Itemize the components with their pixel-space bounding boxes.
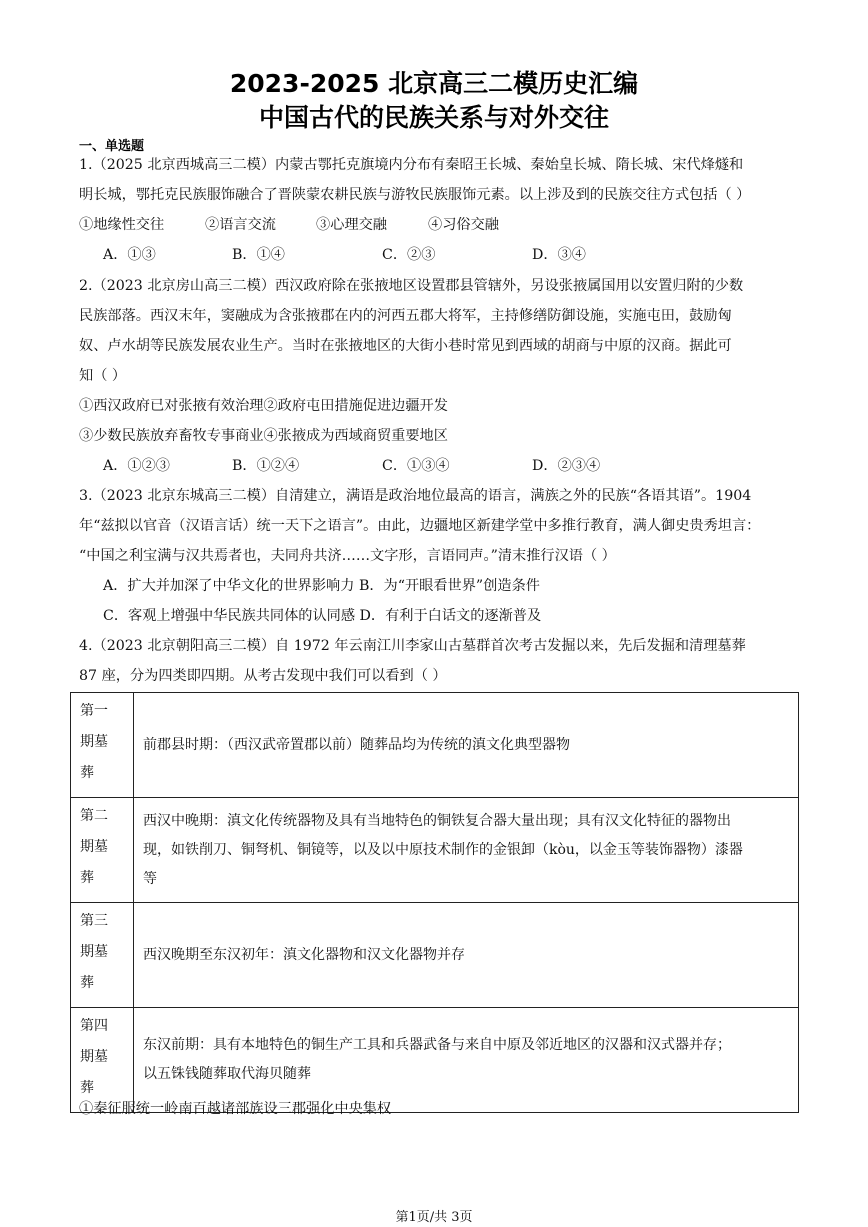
q1-stem-line: 1.（2025 北京西城高三二模）内蒙古鄂托克旗境内分布有秦昭王长城、秦始皇长城、隋长城、宋代烽燧和 [79,157,744,173]
q1-option-a[interactable]: A．①③ [103,247,156,263]
period-label: 第四 期墓 葬 [71,1008,134,1113]
q2-option-c[interactable]: C．①③④ [382,458,450,474]
q3-stem-line: “中国之利宝满与汉共焉者也，夫同舟共济……文字形，言语同声。”清末推行汉语（ ） [79,548,616,564]
q3-option-ab[interactable]: A．扩大并加深了中华文化的世界影响力 B．为“开眼看世界”创造条件 [103,578,540,594]
q2-item: ①西汉政府已对张掖有效治理②政府屯田措施促进边疆开发 [79,398,448,414]
section-heading: 一、单选题 [79,139,145,154]
table-row [71,693,799,798]
q1-option-b[interactable]: B．①④ [232,247,285,263]
period-label: 第三 期墓 葬 [71,903,134,1008]
table-row [71,1008,799,1113]
q4-stem-line: 87 座，分为四类即四期。从考古发现中我们可以看到（ ） [79,668,447,684]
q2-option-d[interactable]: D．②③④ [532,458,601,474]
doc-title-line2: 中国古代的民族关系与对外交往 [258,103,609,132]
q2-option-a[interactable]: A．①②③ [103,458,170,474]
q3-option-cd[interactable]: C．客观上增强中华民族共同体的认同感 D．有利于白话文的逐渐普及 [103,608,542,624]
q2-stem-line: 奴、卢水胡等民族发展农业生产。当时在张掖地区的大街小巷时常见到西域的胡商与中原的汉商。据此可 [79,338,732,354]
period-description: 西汉晚期至东汉初年：滇文化器物和汉文化器物并存 [134,903,799,1008]
q3-stem-line: 3.（2023 北京东城高三二模）自清建立，满语是政治地位最高的语言，满族之外的民族“各语其语”。1904 [79,488,752,504]
q1-stem-line: 明长城，鄂托克民族服饰融合了晋陕蒙农耕民族与游牧民族服饰元素。以上涉及到的民族交往方式包括（ ） [79,187,751,203]
doc-title-line1: 2023-2025 北京高三二模历史汇编 [229,69,639,98]
q4-item: ①秦征服统一岭南百越诸部族设三郡强化中央集权 [79,1101,392,1117]
period-description: 东汉前期：具有本地特色的铜生产工具和兵器武备与来自中原及邻近地区的汉器和汉式器并存； 以五铢钱随葬取代海贝随葬 [134,1008,799,1113]
q1-item: ②语言交流 [205,217,276,233]
table-row [71,903,799,1008]
q1-item: ①地缘性交往 [79,217,165,233]
table-row [71,798,799,903]
period-label: 第一 期墓 葬 [71,693,134,798]
q1-option-c[interactable]: C．②③ [382,247,436,263]
q1-item: ④习俗交融 [428,217,499,233]
q1-item: ③心理交融 [316,217,387,233]
q2-item: ③少数民族放弃畜牧专事商业④张掖成为西域商贸重要地区 [79,428,448,444]
q4-stem-line: 4.（2023 北京朝阳高三二模）自 1972 年云南江川李家山古墓群首次考古发掘以来，先后发掘和清理墓葬 [79,638,746,654]
period-description: 前郡县时期：（西汉武帝置郡以前）随葬品均为传统的滇文化典型器物 [134,693,799,798]
q4-archaeology-table [70,692,799,1113]
q2-option-b[interactable]: B．①②④ [232,458,300,474]
q1-option-d[interactable]: D．③④ [532,247,586,263]
period-description: 西汉中晚期：滇文化传统器物及具有当地特色的铜铁复合器大量出现；具有汉文化特征的器物出 现，如铁削刀、铜弩机、铜镜等，以及以中原技术制作的金银卸（kòu，以金玉等装饰器物）漆器 等 [134,798,799,903]
page-number: 第1页/共 3页 [395,1210,473,1225]
q2-stem-line: 知（ ） [79,368,127,384]
q2-stem-line: 2.（2023 北京房山高三二模）西汉政府除在张掖地区设置郡县管辖外，另设张掖属国用以安置归附的少数 [79,278,744,294]
period-label: 第二 期墓 葬 [71,798,134,903]
q2-stem-line: 民族部落。西汉末年，窦融成为含张掖郡在内的河西五郡大将军，主持修缮防御设施，实施屯田，鼓励匈 [79,308,732,324]
q3-stem-line: 年“兹拟以官音（汉语言话）统一天下之语言”。由此，边疆地区新建学堂中多推行教育，满人御史贵秀坦言： [79,518,761,534]
